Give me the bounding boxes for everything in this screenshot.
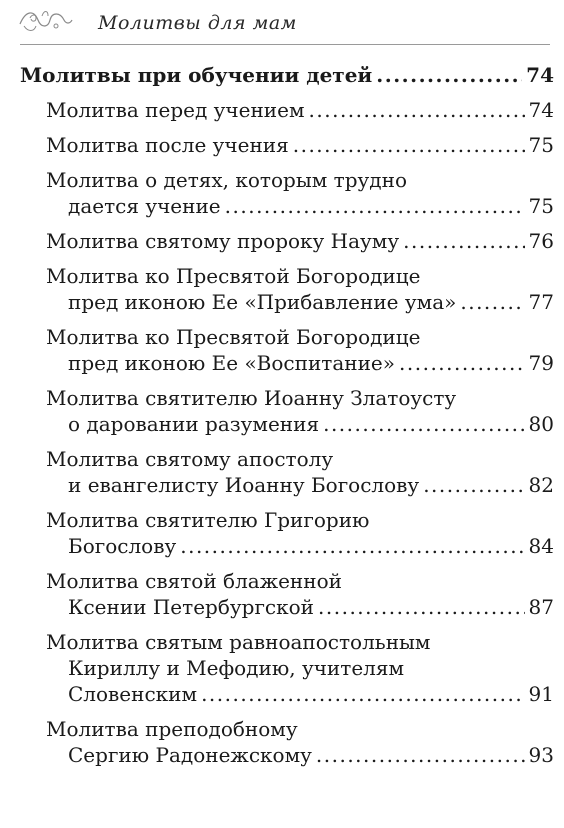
toc-leader-dots [309,97,525,123]
toc-leader-dots [423,472,524,498]
toc-entry-text: Молитва перед учением [46,98,305,122]
toc-leader-dots [180,533,524,559]
toc-leader-dots [201,681,524,707]
toc-page-number: 93 [528,743,554,767]
toc-leader-dots [460,289,524,315]
toc-entry-text: Сергию Радонежскому [68,743,312,767]
toc-page-number: 84 [528,534,554,558]
toc-entry[interactable] [20,97,554,123]
toc-entry[interactable] [20,446,554,498]
toc-page-number: 74 [528,98,554,122]
toc-entry-text: пред иконою Ее «Прибавление ума» [68,290,457,314]
toc-entry-text: Молитва ко Пресвятой Богородице [46,325,421,349]
toc-entry[interactable] [20,132,554,158]
toc-entry[interactable] [20,568,554,620]
toc-entry-text: Молитва ко Пресвятой Богородице [46,264,421,288]
toc-section-title: Молитвы при обучении детей [20,63,373,87]
toc-entry-text: Молитва святым равноапостольным [46,630,431,654]
toc-entry-text: Кириллу и Мефодию, учителям [68,656,405,680]
toc-entry-text: Ксении Петербургской [68,595,315,619]
toc-entry[interactable] [20,324,554,376]
toc-entry-text: Молитва святой блаженной [46,569,342,593]
toc-entry-text: о даровании разумения [68,412,320,436]
toc-leader-dots [316,742,525,768]
table-of-contents [20,62,554,768]
toc-entry[interactable] [20,167,554,219]
toc-page-number: 91 [528,682,554,706]
toc-section[interactable] [20,62,554,88]
toc-entry-text: пред иконою Ее «Воспитание» [68,351,396,375]
page-header [0,0,564,48]
toc-leader-dots [399,350,525,376]
toc-entry-text: и евангелисту Иоанну Богослову [68,473,420,497]
toc-entry-text: Молитва после учения [46,133,289,157]
toc-entry-text: Словенским [68,682,198,706]
toc-leader-dots [293,132,525,158]
flourish-ornament-icon [18,6,74,36]
toc-page-number: 75 [528,194,554,218]
toc-entry-text: Молитва святителю Григорию [46,508,370,532]
toc-entry[interactable] [20,716,554,768]
running-header-title: Молитвы для мам [98,12,297,34]
toc-entry[interactable] [20,263,554,315]
toc-page-number: 76 [528,229,554,253]
toc-entry-text: Молитва святому апостолу [46,447,334,471]
toc-page-number: 74 [526,63,554,87]
toc-leader-dots [225,193,525,219]
toc-entry-text: Молитва преподобному [46,717,298,741]
toc-page-number: 77 [528,290,554,314]
toc-entry-text: Молитва о детях, которым трудно [46,168,407,192]
toc-entry[interactable] [20,385,554,437]
toc-entry-text: дается учение [68,194,221,218]
toc-leader-dots [403,228,524,254]
toc-page-number: 82 [528,473,554,497]
toc-entry-text: Молитва святителю Иоанну Златоусту [46,386,457,410]
toc-entry-text: Богослову [68,534,177,558]
toc-leader-dots [323,411,524,437]
toc-entry[interactable] [20,507,554,559]
toc-entry[interactable] [20,629,554,707]
header-rule [20,44,550,45]
toc-page-number: 80 [528,412,554,436]
toc-page-number: 75 [528,133,554,157]
toc-entry[interactable] [20,228,554,254]
toc-page-number: 79 [528,351,554,375]
toc-leader-dots [376,62,522,88]
toc-entry-text: Молитва святому пророку Науму [46,229,400,253]
toc-leader-dots [318,594,525,620]
toc-page-number: 87 [528,595,554,619]
